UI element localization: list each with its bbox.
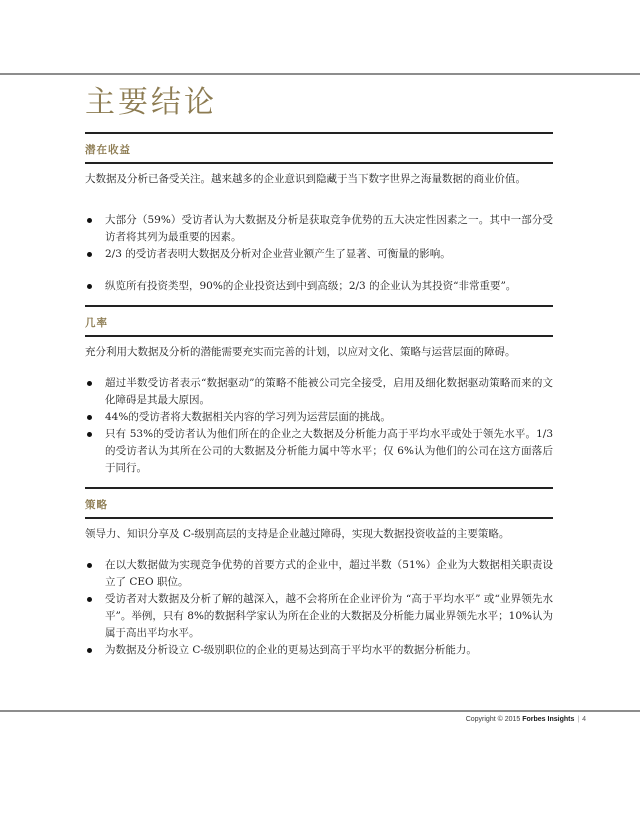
bullet-dot-icon <box>87 381 92 386</box>
header-rule <box>0 73 640 75</box>
bullet-dot-icon <box>87 432 92 437</box>
bullet-dot-icon <box>87 284 92 289</box>
bullet-item <box>85 278 553 295</box>
bullet-text: 超过半数受访者表示“数据驱动”的策略不能被公司完全接受，启用及细化数据驱动策略而来的文化障碍是其最大原因。 <box>105 377 553 406</box>
section-heading-bar <box>85 132 553 164</box>
bullet-text: 在以大数据做为实现竞争优势的首要方式的企业中，超过半数（51%）企业为大数据相关职责设立了 CEO 职位。 <box>105 559 553 588</box>
bullet-item <box>85 426 553 477</box>
bullet-dot-icon <box>87 218 92 223</box>
bullet-list <box>85 375 553 477</box>
bullet-dot-icon <box>87 252 92 257</box>
footer <box>466 715 586 725</box>
bullet-item <box>85 212 553 246</box>
footer-page-number: 4 <box>582 716 586 723</box>
bullet-item <box>85 591 553 642</box>
bullet-item <box>85 642 553 659</box>
bullet-text: 纵览所有投资类型，90%的企业投资达到中到高级；2/3 的企业认为其投资“非常重要”。 <box>105 280 517 292</box>
bullet-item <box>85 375 553 409</box>
section-intro: 领导力、知识分享及 C-级别高层的支持是企业越过障碍，实现大数据投资收益的主要策略。 <box>85 528 510 540</box>
footer-brand: Forbes Insights <box>522 716 575 723</box>
bullet-text: 受访者对大数据及分析了解的越深入，越不会将所在企业评价为 “高于平均水平” 或“业界领先水平”。举例，只有 8%的数据科学家认为所在企业的大数据及分析能力属业界领先水平；10%认为属于高出平均水平。 <box>105 593 553 639</box>
bullet-dot-icon <box>87 563 92 568</box>
section-heading-bar <box>85 487 553 519</box>
bullet-text: 2/3 的受访者表明大数据及分析对企业营业额产生了显著、可衡量的影响。 <box>105 248 451 260</box>
bullet-item <box>85 409 553 426</box>
section-potential-benefits <box>85 132 553 295</box>
bullet-item <box>85 246 553 263</box>
page-title: 主要结论 <box>85 85 217 120</box>
section-strategy <box>85 487 553 659</box>
footer-rule <box>0 710 640 712</box>
bullet-item <box>85 557 553 591</box>
bullet-text: 44%的受访者将大数据相关内容的学习列为运营层面的挑战。 <box>105 411 391 423</box>
section-intro: 充分利用大数据及分析的潜能需要充实而完善的计划，以应对文化、策略与运营层面的障碍。 <box>85 346 516 358</box>
bullet-text: 大部分（59%）受访者认为大数据及分析是获取竞争优势的五大决定性因素之一。其中一部分受访者将其列为最重要的因素。 <box>105 214 553 243</box>
bullet-list <box>85 557 553 659</box>
footer-copyright: Copyright © 2015 <box>465 716 521 723</box>
bullet-text: 只有 53%的受访者认为他们所在的企业之大数据及分析能力高于平均水平或处于领先水平。1/3 的受访者认为其所在公司的大数据及分析能力属中等水平；仅 6%认为他们的公司在这方面落后于同行。 <box>105 428 553 474</box>
section-heading: 策略 <box>85 499 108 511</box>
footer-divider: | <box>577 716 580 723</box>
bullet-text: 为数据及分析设立 C-级别职位的企业的更易达到高于平均水平的数据分析能力。 <box>105 644 477 656</box>
section-heading-bar <box>85 305 553 337</box>
bullet-dot-icon <box>87 648 92 653</box>
section-intro: 大数据及分析已备受关注。越来越多的企业意识到隐藏于当下数字世界之海量数据的商业价值。 <box>85 173 526 185</box>
section-heading: 几率 <box>85 317 108 329</box>
bullet-list <box>85 212 553 295</box>
bullet-dot-icon <box>87 597 92 602</box>
page-content <box>85 84 553 669</box>
section-heading: 潜在收益 <box>85 144 131 156</box>
bullet-dot-icon <box>87 415 92 420</box>
section-odds <box>85 305 553 477</box>
